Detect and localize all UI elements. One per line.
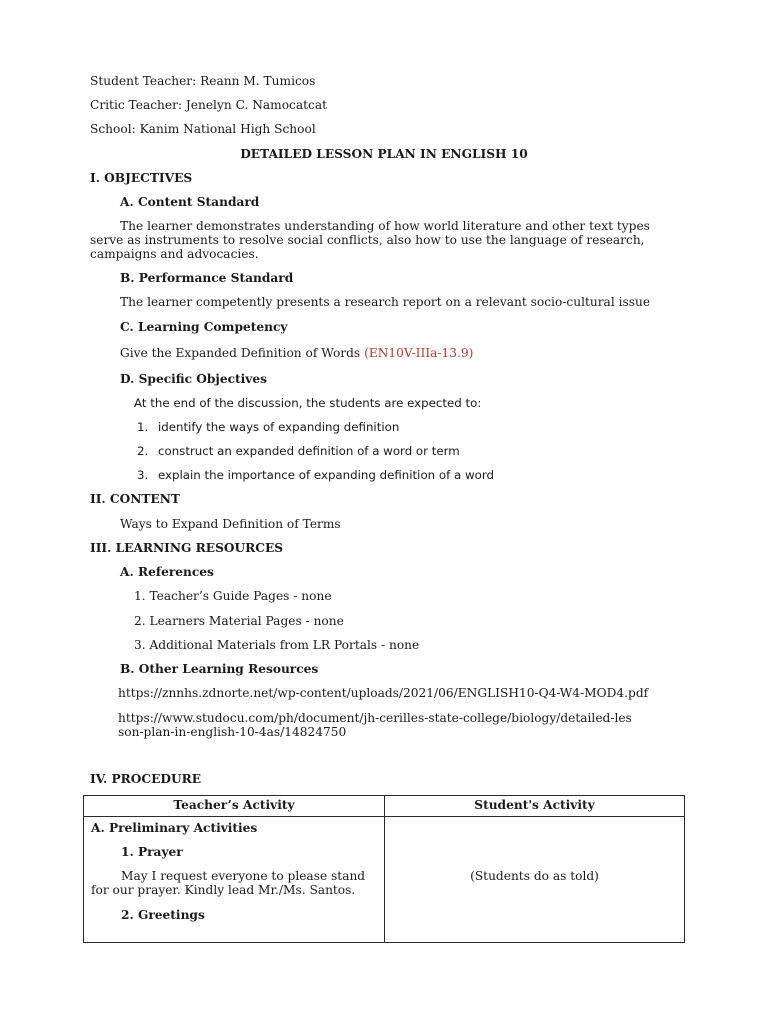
student-activity-label: Student's Activity	[474, 798, 595, 812]
student-response: (Students do as told)	[470, 869, 599, 883]
student-teacher-line: Student Teacher: Reann M. Tumicos	[90, 74, 316, 88]
critic-teacher-line: Critic Teacher: Jenelyn C. Namocatcat	[90, 98, 328, 112]
specific-objectives-intro: At the end of the discussion, the students are expected to:	[134, 396, 482, 410]
objective-number: 2.	[137, 444, 149, 458]
resource-link[interactable]: https://znnhs.zdnorte.net/wp-content/uploads/2021/06/ENGLISH10-Q4-W4-MOD4.pdf	[118, 686, 649, 700]
objectives-heading: I. OBJECTIVES	[90, 171, 193, 185]
prayer-text: May I request everyone to please stand for our prayer. Kindly lead Mr./Ms. Santos.	[91, 869, 366, 897]
teacher-activity-label: Teacher’s Activity	[173, 798, 295, 812]
content-standard-text: The learner demonstrates understanding of how world literature and other text types serve as instruments to resolve social conflicts, also how to use the language of research, campaigns and advocacies.	[90, 219, 650, 261]
procedure-table	[83, 795, 685, 943]
teacher-column-header	[84, 796, 385, 817]
reference-item: 1. Teacher’s Guide Pages - none	[134, 589, 332, 603]
preliminary-activities-heading: A. Preliminary Activities	[91, 821, 258, 835]
learning-competency-heading: C. Learning Competency	[120, 320, 288, 334]
content-heading: II. CONTENT	[90, 492, 180, 506]
objective-item: explain the importance of expanding definition of a word	[158, 468, 494, 482]
performance-standard-heading: B. Performance Standard	[120, 271, 294, 285]
other-resources-heading: B. Other Learning Resources	[120, 662, 319, 676]
objective-item: identify the ways of expanding definition	[158, 420, 400, 434]
objective-number: 3.	[137, 468, 149, 482]
learning-competency-text: Give the Expanded Definition of Words	[120, 346, 361, 360]
reference-item: 2. Learners Material Pages - none	[134, 614, 344, 628]
school-line: School: Kanim National High School	[90, 122, 316, 136]
prayer-heading: 1. Prayer	[121, 845, 183, 859]
resource-link[interactable]: https://www.studocu.com/ph/document/jh-cerilles-state-college/biology/detailed-lesson-plan-in-english-10-4as/14824750	[118, 711, 632, 739]
objective-number: 1.	[137, 420, 149, 434]
teacher-activity-cell	[84, 817, 385, 943]
performance-standard-text: The learner competently presents a research report on a relevant socio-cultural issue	[120, 295, 651, 309]
document-title: DETAILED LESSON PLAN IN ENGLISH 10	[240, 147, 528, 161]
content-text: Ways to Expand Definition of Terms	[120, 517, 341, 531]
specific-objectives-heading: D. Specific Objectives	[120, 372, 267, 386]
reference-item: 3. Additional Materials from LR Portals - none	[134, 638, 420, 652]
competency-code: (EN10V-IIIa-13.9)	[364, 346, 474, 360]
student-activity-cell	[385, 817, 685, 943]
learning-resources-heading: III. LEARNING RESOURCES	[90, 541, 284, 555]
procedure-heading: IV. PROCEDURE	[90, 772, 202, 786]
student-column-header	[385, 796, 685, 817]
references-heading: A. References	[120, 565, 214, 579]
learning-competency-line	[120, 346, 473, 360]
content-standard-heading: A. Content Standard	[120, 195, 260, 209]
objective-item: construct an expanded definition of a word or term	[158, 444, 460, 458]
greetings-heading: 2. Greetings	[121, 908, 205, 922]
